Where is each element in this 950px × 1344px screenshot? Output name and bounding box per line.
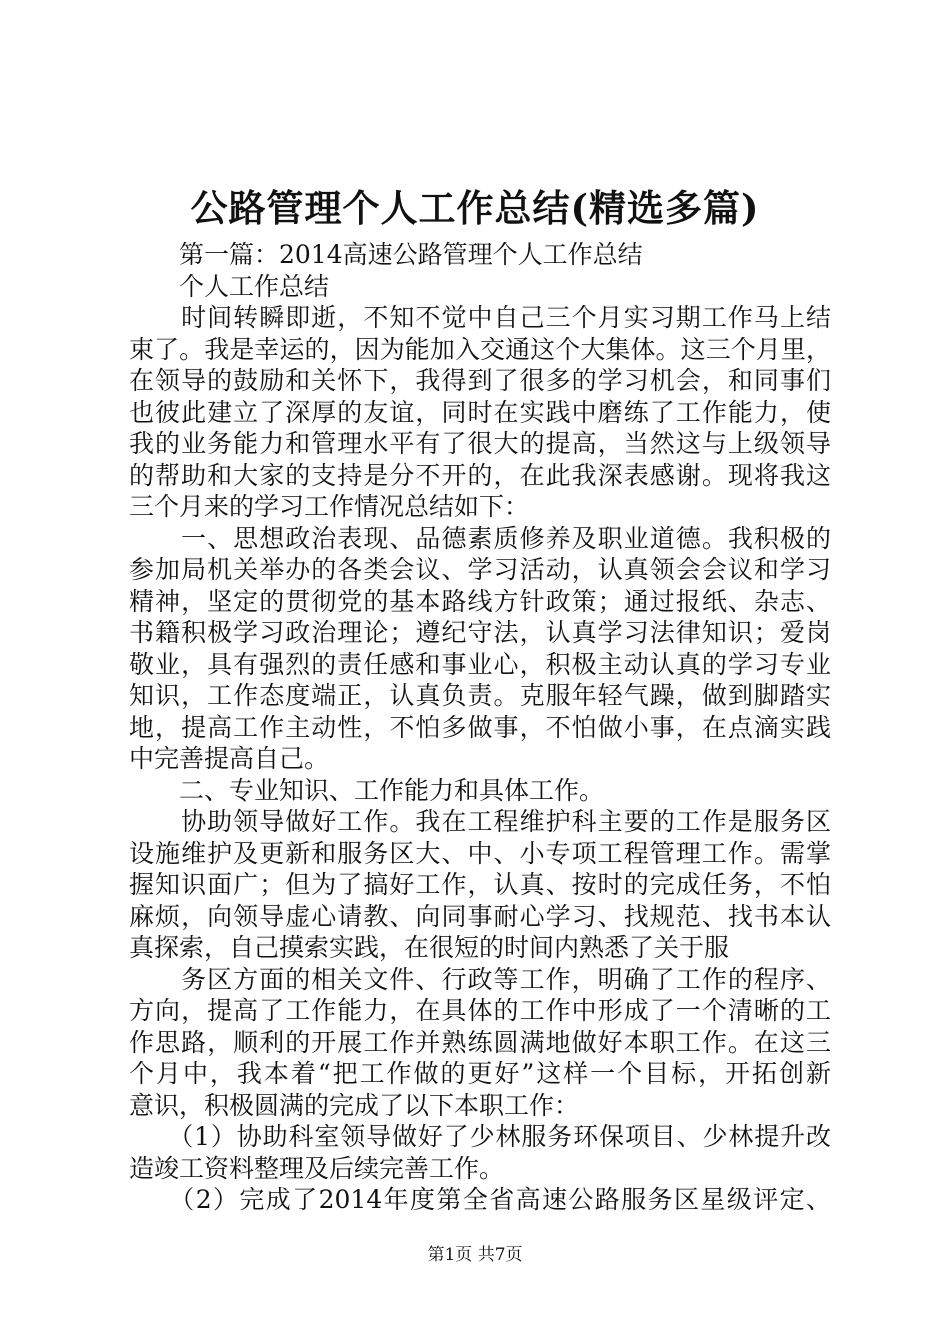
body-text-line: 敬业，具有强烈的责任感和事业心，积极主动认真的学习专业 [129,649,831,679]
body-text-line: 设施维护及更新和服务区大、中、小专项工程管理工作。需掌 [129,838,831,868]
body-text-line: 真探索，自己摸索实践，在很短的时间内熟悉了关于服 [129,933,730,962]
document-title: 公路管理个人工作总结(精选多篇) [190,186,760,230]
body-text-line: 麻烦，向领导虚心请教、向同事耐心学习、找规范、找书本认 [129,901,831,931]
body-text-line: 个月中，我本着“把工作做的更好”这样一个目标，开拓创新 [129,1059,831,1088]
body-text-line: 协助领导做好工作。我在工程维护科主要的工作是服务区 [129,807,831,836]
body-text-line: 一、思想政治表现、品德素质修养及职业道德。我积极的 [129,523,831,553]
body-text-line: 务区方面的相关文件、行政等工作，明确了工作的程序、 [129,964,831,994]
body-text-line: 的帮助和大家的支持是分不开的，在此我深表感谢。现将我这 [129,460,831,490]
page-footer: 第1页 共7页 [427,1245,523,1265]
body-text-line: 方向，提高了工作能力，在具体的工作中形成了一个清晰的工 [129,996,831,1025]
body-text-line: 二、专业知识、工作能力和具体工作。 [129,775,605,805]
body-text-line: 时间转瞬即逝，不知不觉中自己三个月实习期工作马上结 [129,303,831,332]
document-body [129,239,831,1216]
body-text-line: 造竣工资料整理及后续完善工作。 [129,1153,505,1183]
body-text-line: 参加局机关举办的各类会议、学习活动，认真领会会议和学习 [129,555,831,584]
body-text-line: 精神，坚定的贯彻党的基本路线方针政策；通过报纸、杂志、 [129,586,831,616]
body-text-line: 中完善提高自己。 [129,744,330,773]
body-text-line: 握知识面广；但为了搞好工作，认真、按时的完成任务，不怕 [129,870,831,899]
body-text-line: 地，提高工作主动性，不怕多做事，不怕做小事，在点滴实践 [129,712,831,742]
body-text-line: 在领导的鼓励和关怀下，我得到了很多的学习机会，和同事们 [129,366,831,395]
body-text-line: 也彼此建立了深厚的友谊，同时在实践中磨练了工作能力，使 [129,397,831,427]
body-text-line: 我的业务能力和管理水平有了很大的提高，当然这与上级领导 [129,429,831,458]
body-text-line: 第一篇：2014高速公路管理个人工作总结 [129,240,643,269]
body-text-line: 个人工作总结 [129,271,330,301]
body-text-line: 知识，工作态度端正，认真负责。克服年轻气躁，做到脚踏实 [129,681,831,710]
body-text-line: 作思路，顺利的开展工作并熟练圆满地做好本职工作。在这三 [129,1027,831,1057]
body-text-line: 意识，积极圆满的完成了以下本职工作： [129,1090,580,1120]
body-text-line: （1）协助科室领导做好了少林服务环保项目、少林提升改 [129,1122,831,1151]
body-text-line: 束了。我是幸运的，因为能加入交通这个大集体。这三个月里， [129,334,831,364]
body-text-line: （2）完成了2014年度第全省高速公路服务区星级评定、 [129,1185,831,1214]
body-text-line: 三个月来的学习工作情况总结如下： [129,492,530,521]
body-text-line: 书籍积极学习政治理论；遵纪守法，认真学习法律知识；爱岗 [129,618,831,647]
